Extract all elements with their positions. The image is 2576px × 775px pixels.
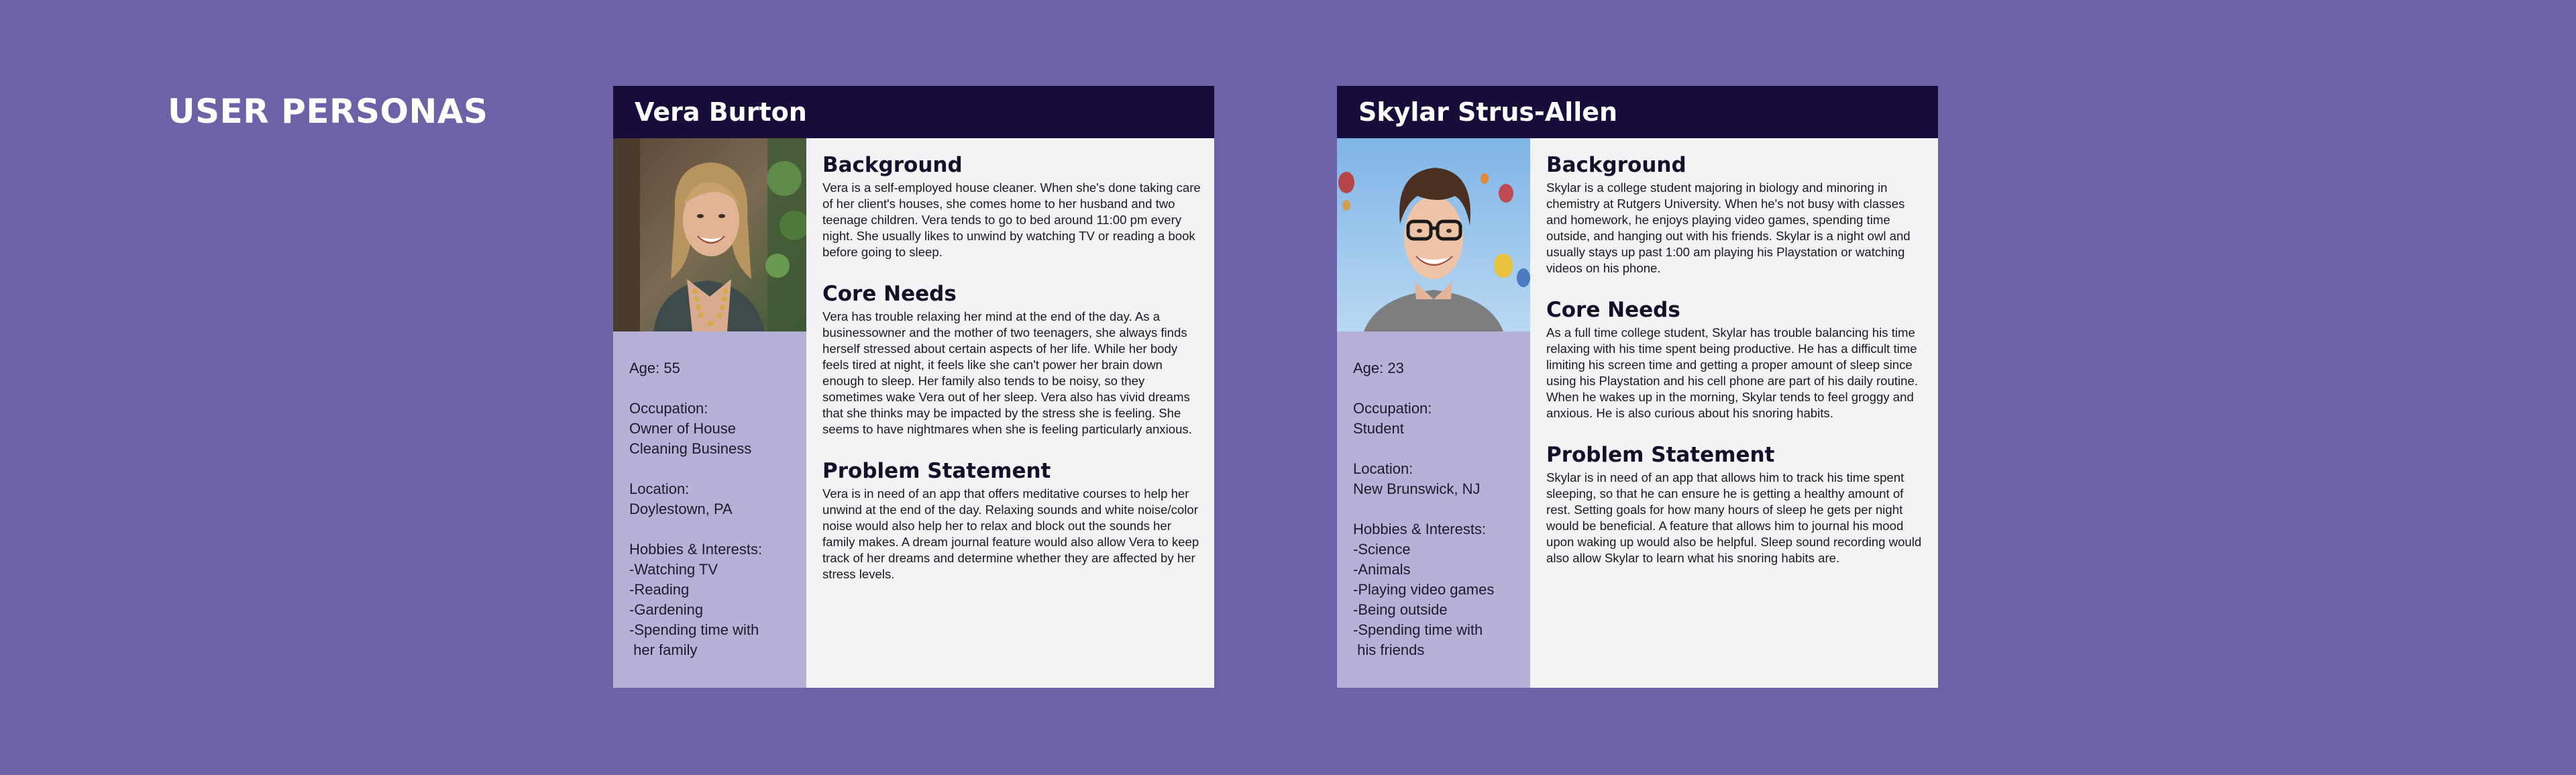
page-title: USER PERSONAS <box>168 92 488 131</box>
problem-statement-text: Vera is in need of an app that offers meditative courses to help her unwind at the end of the day. Relaxing sounds and white noise/color noise would also help her to relax and block out the sounds her family makes. A dream journal feature would also allow Vera to keep track of her dreams and determine whether they are affected by her stress levels. <box>822 486 1199 581</box>
background-text: Vera is a self-employed house cleaner. When she's done taking care of her client's houses, she comes home to her husband and two teenage children. Vera tends to go to bed around 11:00 pm every night. She usually likes to unwind by watching TV or reading a book before going to sleep. <box>822 180 1201 259</box>
hobbies-label: Hobbies & Interests: <box>1353 521 1487 537</box>
persona-name: Vera Burton <box>635 97 807 127</box>
occupation-line: Student <box>1353 420 1404 437</box>
hobby-item: -Animals <box>1353 561 1411 578</box>
young-man-portrait-photo <box>1337 138 1530 331</box>
hobby-item: her family <box>629 641 698 658</box>
core-needs-heading: Core Needs <box>822 282 957 306</box>
persona-details <box>1353 358 1525 680</box>
hobby-item: -Spending time with <box>1353 621 1483 638</box>
woman-portrait-photo <box>613 138 806 331</box>
persona-location: New Brunswick, NJ <box>1353 480 1481 497</box>
problem-statement-heading: Problem Statement <box>822 459 1051 483</box>
hobby-item: -Gardening <box>629 601 704 618</box>
hobbies-label: Hobbies & Interests: <box>629 541 763 558</box>
problem-statement-text: Skylar is in need of an app that allows him to track his time spent sleeping, so that he can ensure he is getting a healthy amount of rest. Setting goals for how many hours of sleep he gets per night would be beneficial. A feature that allows him to journal his mood upon waking up would also be helpful. Sleep sound recording would also allow Skylar to learn what his snoring habits are. <box>1546 470 1922 565</box>
occupation-label: Occupation: <box>629 400 708 417</box>
persona-header <box>613 86 1214 138</box>
persona-side-panel <box>1337 138 1530 688</box>
background-heading: Background <box>1546 153 1686 177</box>
hobby-item: -Playing video games <box>1353 581 1495 598</box>
hobby-item: -Science <box>1353 541 1411 558</box>
persona-card-vera <box>613 86 1214 688</box>
problem-statement-heading: Problem Statement <box>1546 443 1775 467</box>
occupation-line: Owner of House <box>629 420 736 437</box>
persona-side-panel <box>613 138 806 688</box>
location-label: Location: <box>1353 460 1413 477</box>
hobby-item: his friends <box>1353 641 1425 658</box>
persona-age: Age: 23 <box>1353 360 1404 376</box>
background-heading: Background <box>822 153 963 177</box>
persona-location: Doylestown, PA <box>629 501 733 517</box>
persona-content <box>1546 152 1927 586</box>
persona-details <box>629 358 801 680</box>
location-label: Location: <box>629 480 690 497</box>
core-needs-text: As a full time college student, Skylar has trouble balancing his time relaxing with his time spent being productive. He has a difficult time limiting his screen time and getting a proper amount of sleep since using his Playstation and his cell phone are part of his daily routine. When he wakes up in the morning, Skylar tends to feel groggy and anxious. He is also curious about his snoring habits. <box>1546 325 1919 420</box>
core-needs-text: Vera has trouble relaxing her mind at the end of the day. As a businessowner and the mother of two teenagers, she always finds herself stressed about certain aspects of her life. While her body feels tired at night, it feels like she can't power her brain down enough to sleep. Her family also tends to be noisy, so they sometimes wake Vera out of her sleep. Vera also has vivid dreams that she thinks may be impacted by the stress she is feeling. She seems to have nightmares when she is feeling particularly anxious. <box>822 309 1192 436</box>
hobby-item: -Reading <box>629 581 690 598</box>
hobby-item: -Being outside <box>1353 601 1448 618</box>
background-text: Skylar is a college student majoring in biology and minoring in chemistry at Rutgers University. When he's not busy with classes and homework, he enjoys playing video games, spending time outside, and hanging out with his friends. Skylar is a night owl and usually stays up past 1:00 am playing his Playstation or watching videos on his phone. <box>1546 180 1911 275</box>
persona-card-skylar <box>1337 86 1938 688</box>
occupation-label: Occupation: <box>1353 400 1432 417</box>
hobby-item: -Spending time with <box>629 621 759 638</box>
core-needs-heading: Core Needs <box>1546 298 1680 322</box>
occupation-line: Cleaning Business <box>629 440 752 457</box>
persona-header <box>1337 86 1938 138</box>
hobby-item: -Watching TV <box>629 561 718 578</box>
persona-content <box>822 152 1203 603</box>
persona-name: Skylar Strus-Allen <box>1358 97 1618 127</box>
persona-age: Age: 55 <box>629 360 680 376</box>
